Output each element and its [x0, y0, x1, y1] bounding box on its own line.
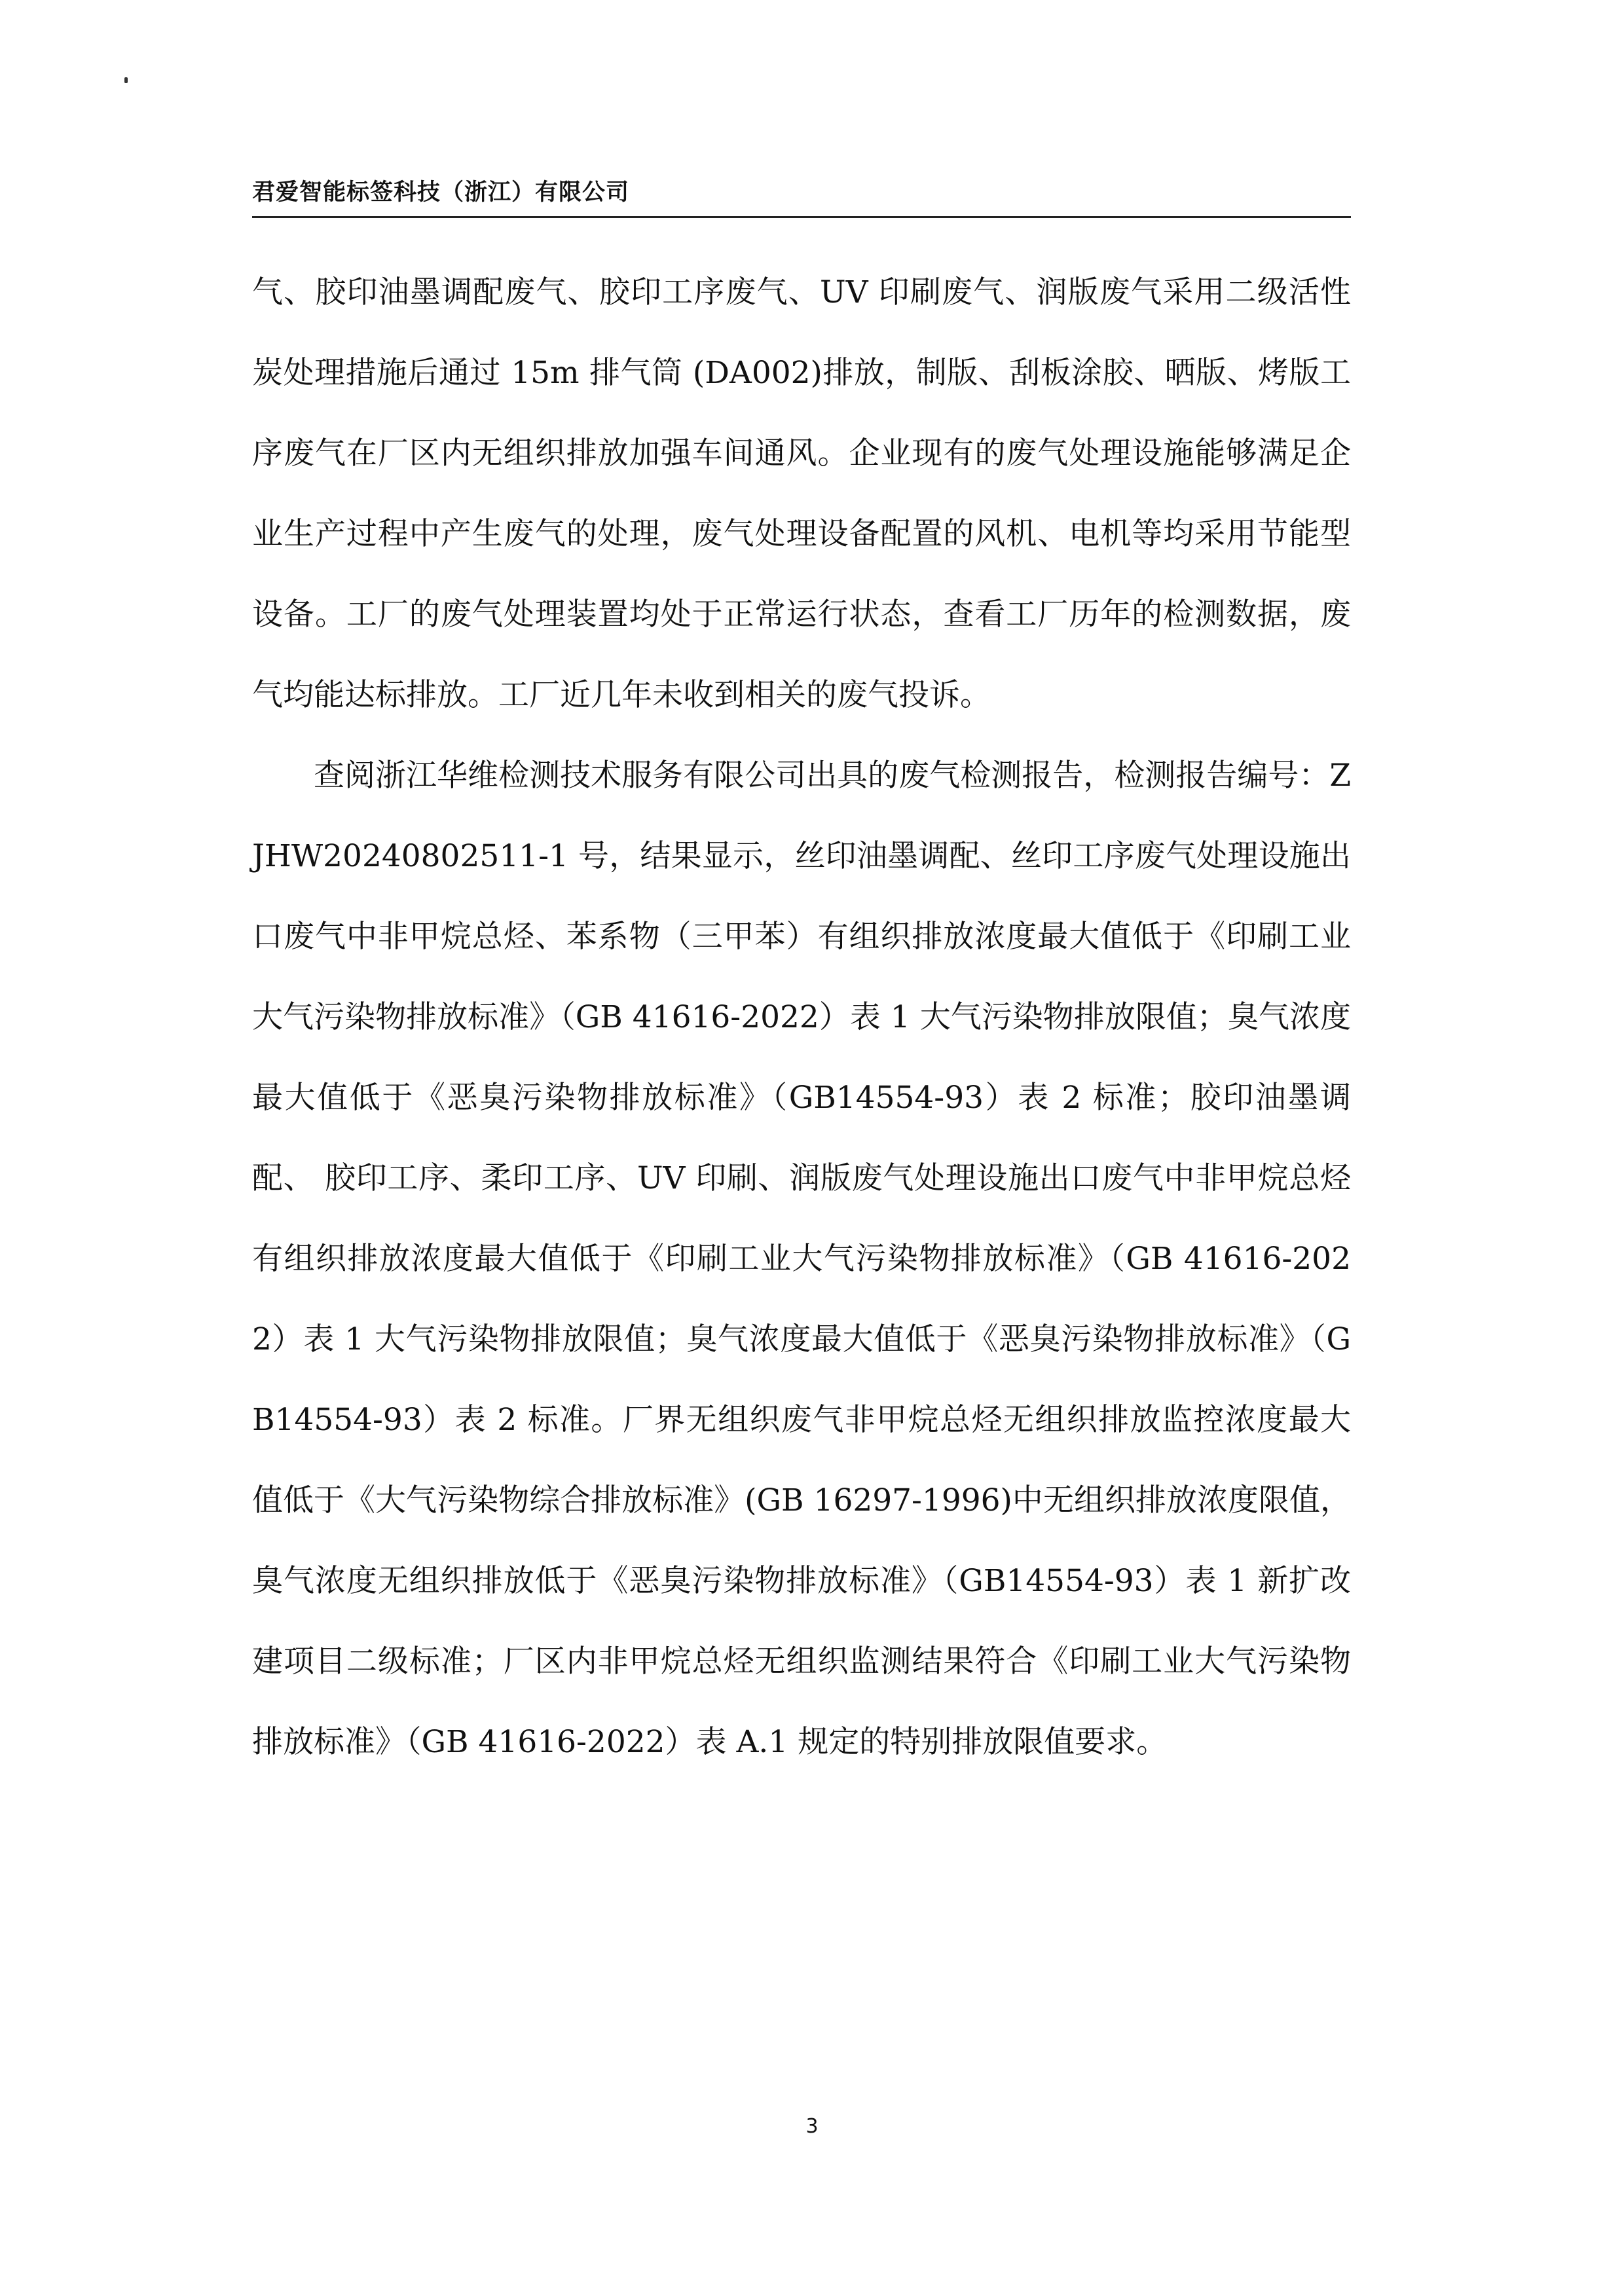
- page-number: 3: [805, 2115, 819, 2138]
- scan-speck-mark: [124, 77, 128, 83]
- paragraph-test-report: 查阅浙江华维检测技术服务有限公司出具的废气检测报告，检测报告编号：ZJHW20240802511-1 号，结果显示，丝印油墨调配、丝印工序废气处理设施出口废气中非甲烷总烃、苯系物（三甲苯）有组织排放浓度最大值低于《印刷工业大气污染物排放标准》（GB 41616-2022）表 1 大气污染物排放限值；臭气浓度最大值低于《恶臭污染物排放标准》（GB14554-93）表 2 标准；胶印油墨调配、 胶印工序、柔印工序、UV 印刷、润版废气处理设施出口废气中非甲烷总烃有组织排放浓度最大值低于《印刷工业大气污染物排放标准》（GB 41616-2022）表 1 大气污染物排放限值；臭气浓度最大值低于《恶臭污染物排放标准》（GB14554-93）表 2 标准。厂界无组织废气非甲烷总烃无组织排放监控浓度最大值低于《大气污染物综合排放标准》(GB 16297-1996)中无组织排放浓度限值，臭气浓度无组织排放低于《恶臭污染物排放标准》（GB14554-93）表 1 新扩改建项目二级标准；厂区内非甲烷总烃无组织监测结果符合《印刷工业大气污染物排放标准》（GB 41616-2022）表 A.1 规定的特别排放限值要求。: [252, 758, 1351, 1760]
- page-header: [252, 175, 1351, 218]
- company-name-heading: 君爱智能标签科技（浙江）有限公司: [252, 179, 630, 206]
- body-text: [252, 252, 1351, 1782]
- paragraph-continuation: 气、胶印油墨调配废气、胶印工序废气、UV 印刷废气、润版废气采用二级活性炭处理措施后通过 15m 排气筒 (DA002)排放，制版、刮板涂胶、晒版、烤版工序废气在厂区内无组织排放加强车间通风。企业现有的废气处理设施能够满足企业生产过程中产生废气的处理，废气处理设备配置的风机、电机等均采用节能型设备。工厂的废气处理装置均处于正常运行状态，查看工厂历年的检测数据，废气均能达标排放。工厂近几年未收到相关的废气投诉。: [252, 274, 1351, 713]
